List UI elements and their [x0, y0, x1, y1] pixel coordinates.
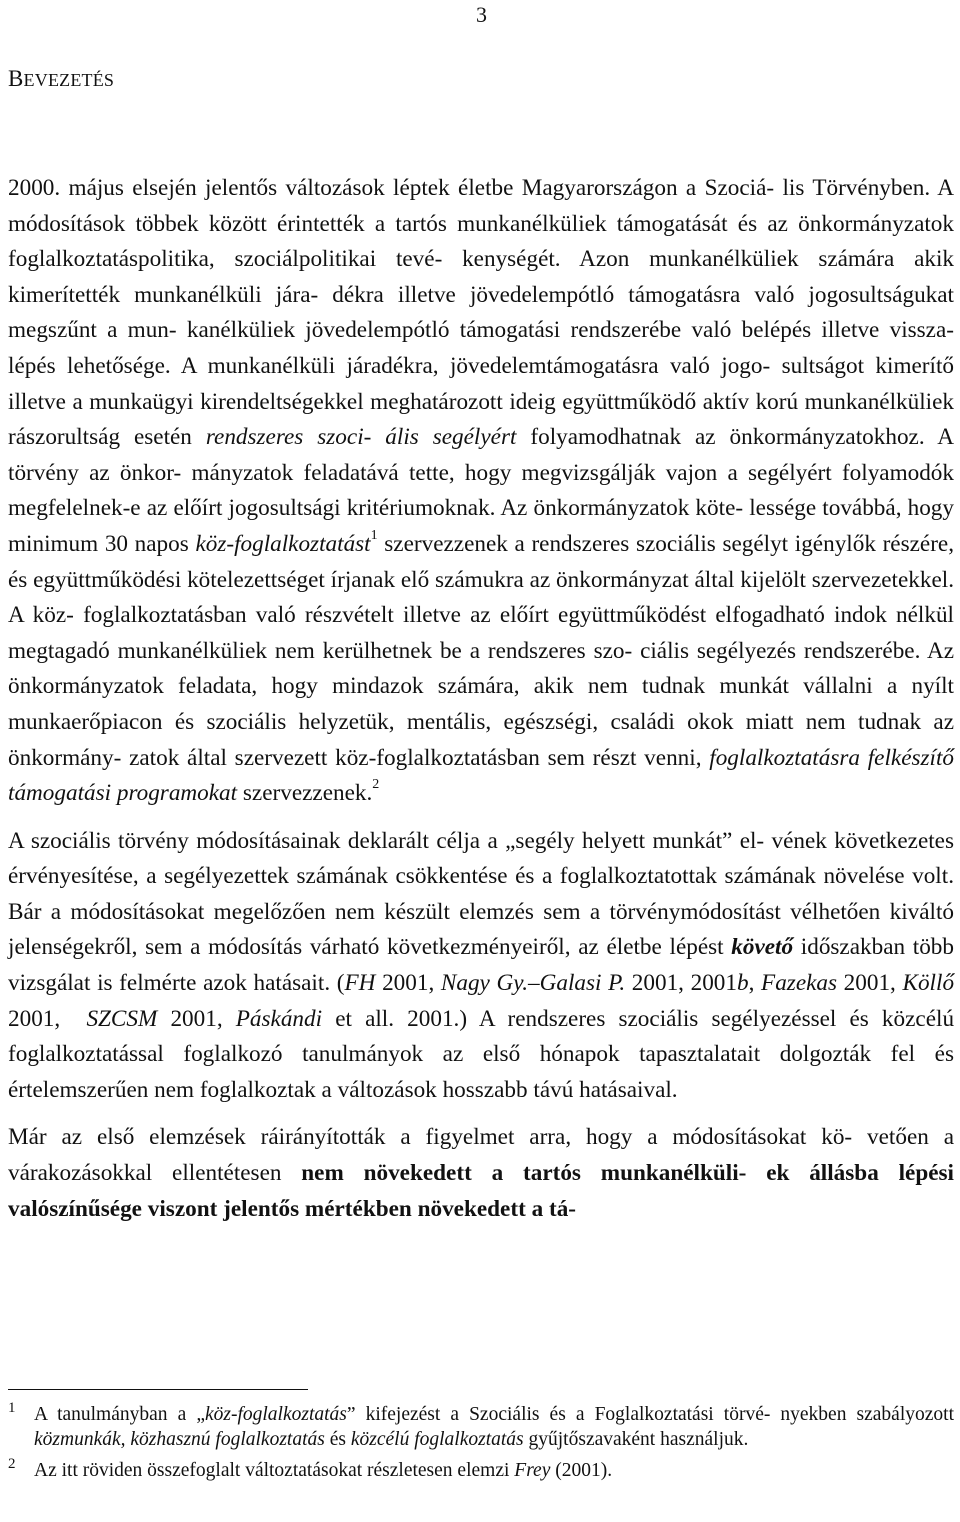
footnote-ref-1[interactable]: 1 — [370, 528, 378, 544]
footnote-mark: 1 — [8, 1400, 16, 1416]
p1-italic-2: köz-foglalkoztatást — [195, 530, 371, 557]
footnote-text: A tanulmányban a „ — [34, 1404, 205, 1425]
citation-year: 2001, — [382, 970, 435, 997]
page-number: 3 — [476, 2, 487, 27]
paragraph-3 — [8, 1120, 954, 1227]
citation-author: Páskándi — [235, 1005, 323, 1032]
heading-initial: B — [8, 66, 24, 91]
citation-author: Nagy Gy.–Galasi P. — [440, 970, 626, 997]
citation-author: SZCSM — [86, 1005, 158, 1032]
p1-text-4: szervezzenek. — [242, 780, 373, 807]
footnote-italic: közmunkák, közhasznú foglalkoztatás — [34, 1429, 325, 1450]
footnote-text: ” kifejezést a Szociális és a Foglalkoztatási törvé- nyekben szabályozott — [346, 1404, 954, 1425]
p2-text-1: A szociális törvény módosításainak deklarált célja a „segély helyett munkát” el- vének következetes érvényesítése, a segélyezettek számának csökkentése és a foglalkoztatottak számának növelése volt. Bár a módosításokat megelőzően nem készült elemzés sem a törvénymódosítást vélhetően kiváltó jelenségekről, sem a módosítás várható következményeiről, az életbe lépést — [8, 827, 954, 961]
footnote-ref-2[interactable]: 2 — [372, 777, 380, 793]
citation-punct: , — [748, 970, 755, 997]
footnote-divider — [8, 1389, 308, 1390]
footnote-2 — [8, 1458, 954, 1483]
footnote-text: (2001). — [555, 1460, 613, 1481]
footnote-italic: köz-foglalkoztatás — [204, 1404, 347, 1425]
footnote-text: Az itt röviden összefoglalt változtatásokat részletesen elemzi — [34, 1460, 510, 1481]
p1-text-2: folyamodhatnak az önkormányzatokhoz. A törvény az önkor- mányzatok feladatává tette, hogy megvizsgálják vajon a segélyért folyamodók megfelelnek-e az előírt jogosultsági kritériumoknak. Az önkormányzatok köte- lessége továbbá, hogy minimum 30 napos — [8, 424, 955, 557]
footnote-text: és — [329, 1429, 346, 1450]
body-text — [8, 171, 954, 1227]
citation-year: 2001, — [843, 970, 896, 997]
section-heading — [8, 66, 114, 92]
citation-author: Fazekas — [761, 970, 838, 997]
p2-text-3: et all. 2001.) A rendszeres szociális segélyezéssel és közcélú foglalkoztatással foglalkozó tanulmányok az első hónapok tapasztalatait dolgozták fel és értelemszerűen nem foglalkoztak a változások hosszabb távú hatásaival. — [8, 1005, 955, 1103]
footnote-mark: 2 — [8, 1456, 16, 1472]
p1-text-3: szervezzenek a rendszeres szociális segélyt igénylők részére, és együttműködési kötelezettséget írjanak elő számukra az önkormányzat által kijelölt szervezetekkel. A köz- foglalkoztatásban való részvételt illetve az előírt együttműködést elfogadható indok nélkül megtagadó munkanélküliek nem kerülhetnek be a rendszeres szo- ciális segélyezés rendszerébe. Az önkormányzatok feladata, hogy mindazok számára, akik nem tudnak munkát vállalni a nyílt munkaerőpiacon és szociális helyzetük, mentális, egészségi, családi okok miatt nem tudnak az önkormány- zatok által szervezett köz-foglalkoztatásban sem részt venni, — [8, 530, 955, 771]
citation-year: 2001, 2001 — [631, 970, 737, 997]
citation-year: 2001, — [170, 1005, 223, 1032]
p2-text-2: időszakban több vizsgálat is felmérte azok hatásait. ( — [8, 934, 954, 997]
heading-rest: EVEZETÉS — [23, 70, 115, 90]
footnote-text: gyűjtőszavaként használjuk. — [528, 1429, 749, 1450]
citation-suffix: b — [736, 970, 749, 997]
p2-bold-italic: követő — [731, 934, 794, 961]
citation-author: Köllő — [902, 970, 955, 997]
p1-text-1: 2000. május elsején jelentős változások léptek életbe Magyarországon a Szociá- lis Törvényben. A módosítások többek között érintették a tartós munkanélküliek támogatását és az önkormányzatok foglalkoztatáspolitika, szociálpolitikai tevé- kenységét. Azon munkanélküliek számára akik kimerítették munkanélküli jára- dékra illetve jövedelempótló támogatásra való jogosultságukat megszűnt a mun- kanélküliek jövedelempótló támogatási rendszerébe való belépés illetve vissza- lépés lehetősége. A munkanélküli járadékra, jövedelemtámogatásra való jogo- sultságot kimerítő illetve a munkaügyi kirendeltségekkel meghatározott ideig együttműködő aktív korú munkanélküliek rászorultság esetén — [8, 175, 954, 451]
paragraph-1 — [8, 171, 954, 812]
footnotes — [8, 1402, 954, 1483]
p1-italic-1: rendszeres szoci- ális segélyért — [205, 424, 517, 451]
p1-italic-3: foglalkoztatásra felkészítő támogatási programokat — [8, 744, 955, 807]
footnote-italic: Frey — [514, 1460, 551, 1481]
citation-author: FH — [344, 970, 376, 997]
p3-bold-text: nem növekedett a tartós munkanélküli- ek állásba lépési valószínűsége viszont jelentős mértékben növekedett a tá- — [8, 1160, 954, 1222]
paragraph-2 — [8, 824, 954, 1109]
citation-year: 2001, — [8, 1005, 61, 1032]
p3-text-1: Már az első elemzések ráirányították a figyelmet arra, hogy a módosításokat kö- vetően a várakozásokkal ellentétesen — [8, 1124, 954, 1187]
footnote-italic: közcélú foglalkoztatás — [350, 1429, 524, 1450]
footnote-1 — [8, 1402, 954, 1452]
